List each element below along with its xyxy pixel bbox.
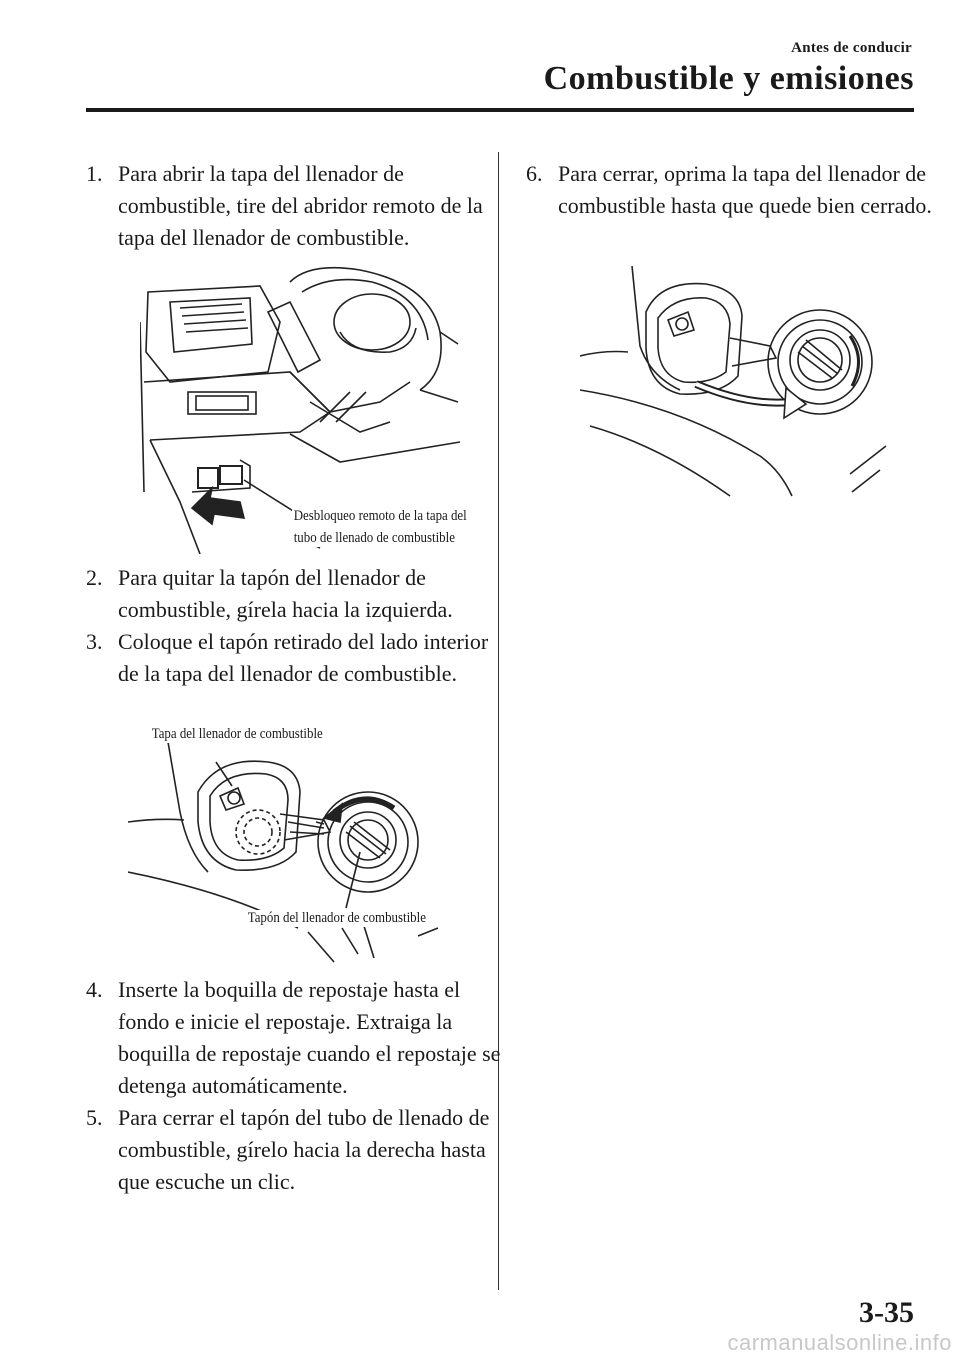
release-lever-figure bbox=[140, 262, 467, 554]
step-number: 5. bbox=[86, 1105, 103, 1130]
step-number: 6. bbox=[526, 161, 543, 186]
step-number: 4. bbox=[86, 977, 103, 1002]
step-2 bbox=[86, 562, 508, 626]
step-5 bbox=[86, 1102, 508, 1198]
close-lid-figure bbox=[580, 266, 900, 502]
step-4 bbox=[86, 974, 508, 1102]
step-3 bbox=[86, 626, 508, 690]
step-number: 3. bbox=[86, 629, 103, 654]
release-label-line1: Desbloqueo remoto de la tapa del bbox=[293, 508, 467, 524]
fuel-cap-label: Tapón del llenador de combustible bbox=[247, 910, 426, 926]
fuel-lid-label: Tapa del llenador de combustible bbox=[151, 726, 323, 742]
step-text: Coloque el tapón retirado del lado interior de la tapa del llenador de combustible. bbox=[118, 629, 489, 686]
step-text: Para quitar la tapón del llenador de combustible, gírela hacia la izquierda. bbox=[118, 565, 453, 622]
step-6 bbox=[526, 158, 948, 222]
page-number: 3-35 bbox=[859, 1296, 914, 1329]
step-text: Para cerrar, oprima la tapa del llenador de combustible hasta que quede bien cerrado. bbox=[558, 161, 932, 218]
step-number: 2. bbox=[86, 565, 103, 590]
step-1 bbox=[86, 158, 508, 254]
step-text: Para abrir la tapa del llenador de combustible, tire del abridor remoto de la tapa del llenador de combustible. bbox=[118, 161, 483, 250]
step-text: Inserte la boquilla de repostaje hasta el fondo e inicie el repostaje. Extraiga la boquilla de repostaje cuando el repostaje se detenga automáticamente. bbox=[118, 977, 501, 1098]
header-rule bbox=[86, 108, 914, 112]
page-title: Combustible y emisiones bbox=[543, 60, 914, 97]
cap-stow-figure bbox=[128, 722, 458, 964]
watermark: carmanualsonline.info bbox=[727, 1330, 952, 1355]
section-title: Antes de conducir bbox=[791, 40, 912, 56]
step-text: Para cerrar el tapón del tubo de llenado de combustible, gírelo hacia la derecha hasta que escuche un clic. bbox=[118, 1105, 490, 1194]
step-number: 1. bbox=[86, 161, 103, 186]
release-label-line2: tubo de llenado de combustible bbox=[293, 530, 455, 546]
